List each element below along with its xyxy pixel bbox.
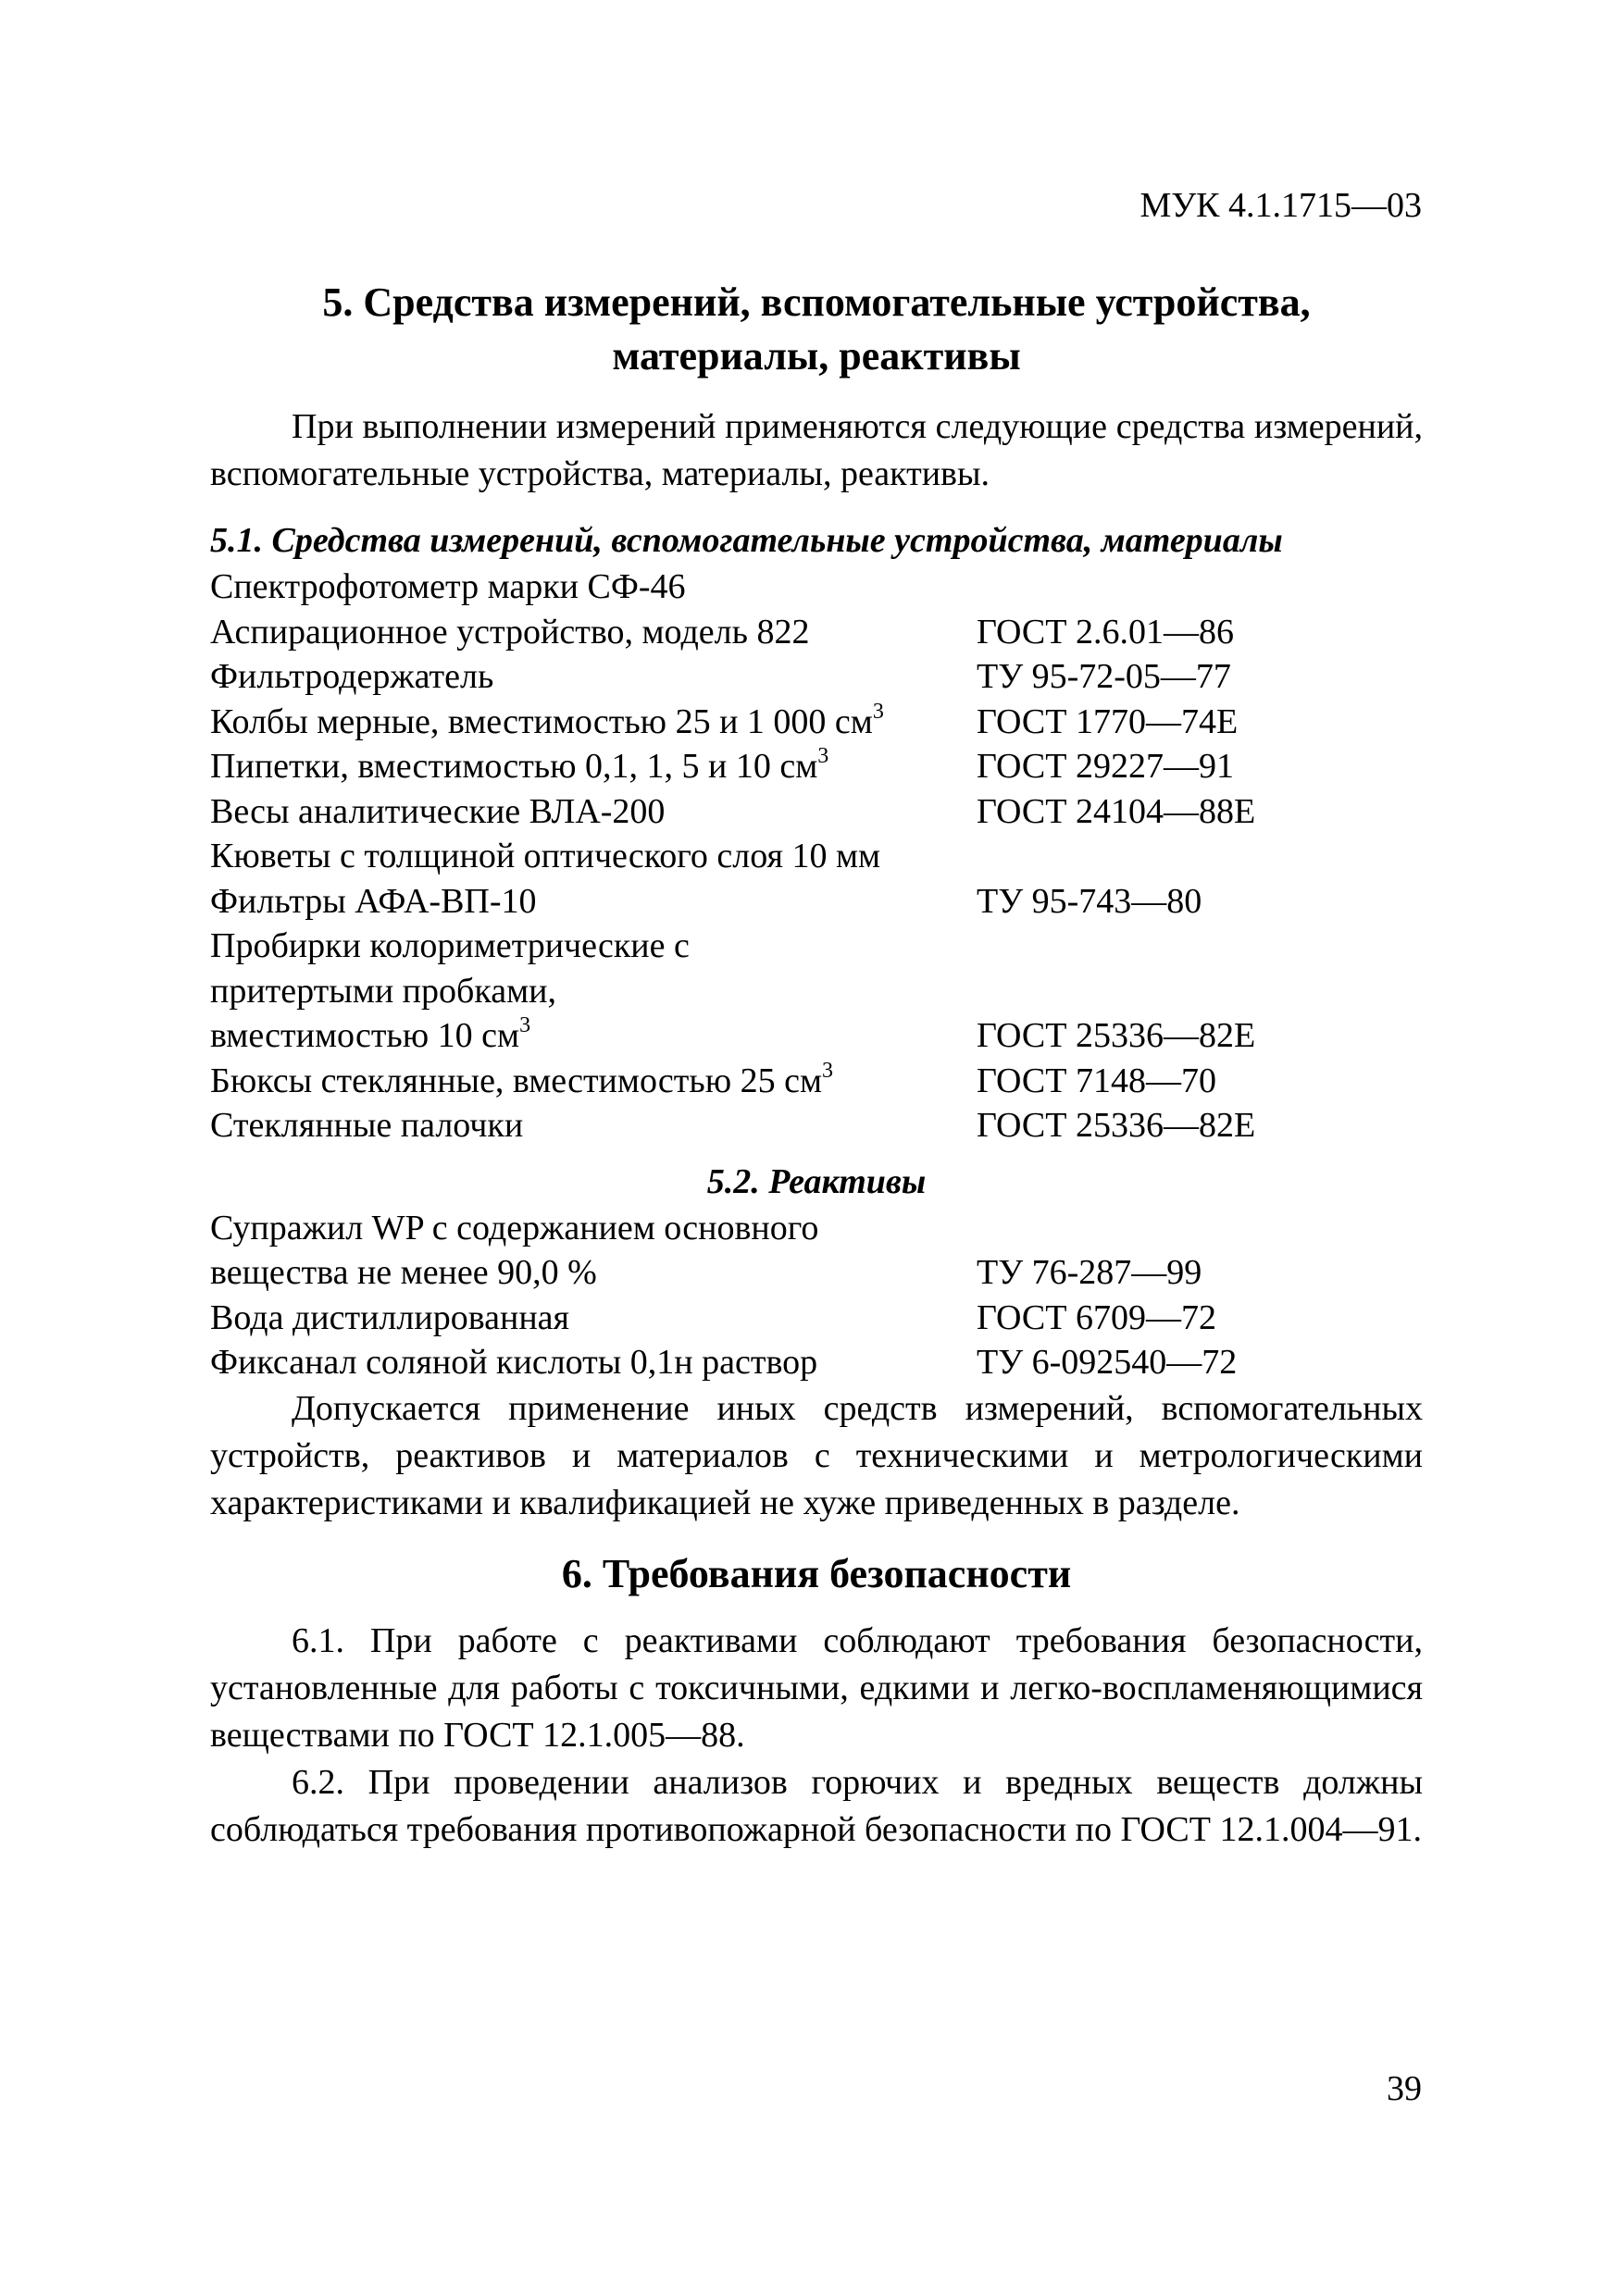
equipment-row-name: Аспирационное устройство, модель 822 [210, 612, 810, 652]
document-code: МУК 4.1.1715—03 [1140, 186, 1422, 225]
equipment-row [210, 744, 1423, 789]
equipment-row [210, 879, 1423, 925]
section-6-title: 6. Требования безопасности [561, 1550, 1072, 1596]
reagent-row-standard: ТУ 76-287—99 [977, 1253, 1202, 1292]
equipment-row-name-cell [210, 834, 977, 879]
reagent-row-name-cell [210, 1340, 977, 1385]
equipment-row-name: Спектрофотометр марки СФ-46 [210, 567, 686, 606]
equipment-row-standard [977, 834, 1423, 879]
equipment-row [210, 610, 1423, 655]
reagent-row-name-cell [210, 1296, 977, 1341]
reagent-row-standard [977, 1206, 1423, 1251]
paragraph-6-2: 6.2. При проведении анализов горючих и вредных веществ должны соблюдаться требования противопожарной безопасности по ГОСТ 12.1.004—91. [210, 1762, 1423, 1849]
equipment-row-standard: ГОСТ 24104—88Е [977, 791, 1256, 831]
equipment-row-name: Фильтры АФА-ВП-10 [210, 881, 537, 921]
reagent-row [210, 1250, 1423, 1296]
equipment-row [210, 1103, 1423, 1148]
equipment-row-name-cell [210, 1059, 977, 1104]
equipment-row-standard: ГОСТ 2.6.01—86 [977, 612, 1234, 652]
reagent-row-standard: ГОСТ 6709—72 [977, 1297, 1216, 1337]
reagent-row-name-cell [210, 1206, 977, 1251]
equipment-row-standard [977, 924, 1423, 969]
equipment-row-standard: ГОСТ 7148—70 [977, 1061, 1216, 1100]
equipment-row [210, 654, 1423, 700]
equipment-row-name: Пипетки, вместимостью 0,1, 1, 5 и 10 см [210, 747, 818, 786]
section-5-title-line1: 5. Средства измерений, вспомогательные устройства, [322, 279, 1311, 325]
equipment-row-name-cell [210, 879, 977, 925]
reagent-row [210, 1296, 1423, 1341]
subsection-5-2-title: 5.2. Реактивы [706, 1161, 927, 1201]
equipment-row [210, 924, 1423, 969]
equipment-row-name-cell [210, 700, 977, 745]
equipment-row-name-cell [210, 969, 977, 1014]
equipment-row-name: Колбы мерные, вместимостью 25 и 1 000 см [210, 701, 873, 741]
equipment-row-name: Фильтродержатель [210, 657, 494, 696]
equipment-row-name: вместимостью 10 см [210, 1016, 520, 1055]
reagent-row-standard: ТУ 6-092540—72 [977, 1343, 1238, 1382]
equipment-row-standard [977, 969, 1423, 1014]
section-5-title [210, 276, 1423, 383]
superscript-exponent: 3 [872, 699, 884, 724]
reagent-row-name: Вода дистиллированная [210, 1297, 570, 1337]
superscript-exponent: 3 [519, 1013, 531, 1037]
equipment-row-name: Кюветы с толщиной оптического слоя 10 мм [210, 837, 881, 875]
section-5-closing-paragraph: Допускается применение иных средств измерений, вспомогательных устройств, реактивов и материалов с техническими и метрологическими характеристиками и квалификацией не хуже приведенных в разделе. [210, 1388, 1423, 1522]
equipment-row-standard [977, 565, 1423, 610]
equipment-row-name-cell [210, 610, 977, 655]
paragraph-6-1: 6.1. При работе с реактивами соблюдают требования безопасности, установленные для работы с токсичными, едкими и легко-воспламеняющимися веществами по ГОСТ 12.1.005—88. [210, 1620, 1423, 1755]
equipment-row-name-cell [210, 789, 977, 835]
superscript-exponent: 3 [817, 744, 829, 768]
reagent-row [210, 1206, 1423, 1251]
equipment-row-name: Бюксы стеклянные, вместимостью 25 см [210, 1061, 822, 1100]
section-5-intro: При выполнении измерений применяются следующие средства измерений, вспомогательные устройства, материалы, реактивы. [210, 407, 1423, 493]
subsection-5-1-title: 5.1. Средства измерений, вспомогательные устройства, материалы [210, 521, 1283, 560]
equipment-row [210, 700, 1423, 745]
equipment-row-standard: ТУ 95-743—80 [977, 881, 1202, 921]
equipment-row-name: Стеклянные палочки [210, 1106, 524, 1145]
equipment-row-name-cell [210, 924, 977, 969]
equipment-row-name-cell [210, 1103, 977, 1148]
equipment-row [210, 969, 1423, 1014]
equipment-row-name-cell [210, 1013, 977, 1059]
superscript-exponent: 3 [822, 1058, 833, 1083]
equipment-row [210, 1059, 1423, 1104]
equipment-row-name: притертыми пробками, [210, 971, 556, 1011]
equipment-row-name-cell [210, 654, 977, 700]
equipment-row [210, 834, 1423, 879]
equipment-row-name-cell [210, 565, 977, 610]
equipment-row-standard: ГОСТ 29227—91 [977, 747, 1234, 786]
equipment-row-name: Весы аналитические ВЛА-200 [210, 791, 666, 831]
equipment-row-standard: ГОСТ 25336—82Е [977, 1106, 1256, 1145]
equipment-row-standard: ТУ 95-72-05—77 [977, 657, 1231, 696]
reagent-row-name: Фиксанал соляной кислоты 0,1н раствор [210, 1343, 818, 1382]
reagent-row-name: Супражил WP с содержанием основного [210, 1208, 819, 1247]
reagents-table-body [210, 1206, 1423, 1385]
equipment-row-standard: ГОСТ 1770—74Е [977, 701, 1239, 741]
equipment-row-name-cell [210, 744, 977, 789]
reagent-row [210, 1340, 1423, 1385]
equipment-row [210, 1013, 1423, 1059]
equipment-row-name: Пробирки колориметрические с [210, 926, 690, 965]
equipment-row [210, 565, 1423, 610]
section-5-title-line2: материалы, реактивы [612, 333, 1021, 379]
reagent-row-name-cell [210, 1250, 977, 1296]
equipment-row-standard: ГОСТ 25336—82Е [977, 1016, 1256, 1055]
page-content [210, 268, 1423, 1854]
equipment-table [210, 565, 1423, 1148]
reagents-table [210, 1206, 1423, 1385]
equipment-table-body [210, 565, 1423, 1148]
page-number: 39 [1387, 2069, 1422, 2108]
reagent-row-name: вещества не менее 90,0 % [210, 1253, 597, 1292]
equipment-row [210, 789, 1423, 835]
